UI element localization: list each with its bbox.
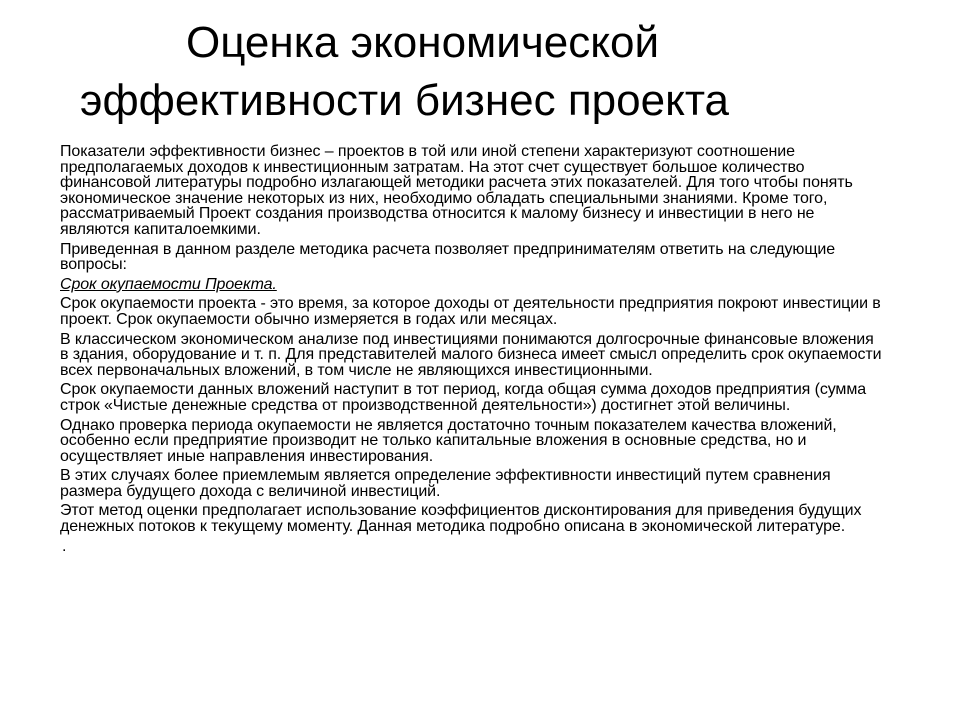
paragraph-check-limitations: Однако проверка периода окупаемости не является достаточно точным показателем качества вложений, особенно если предприятие производит не только капитальные вложения в основные средства, но и осуществляет иные направления инвестирования. — [60, 416, 837, 465]
paragraph-comparison: В этих случаях более приемлемым является определение эффективности инвестиций путем сравнения размера будущего дохода с величиной инвестиций. — [60, 467, 831, 500]
paragraph-trailing-dot: . — [62, 537, 67, 555]
paragraph-method: Приведенная в данном разделе методика расчета позволяет предпринимателям ответить на следующие вопросы: — [60, 240, 836, 274]
paragraph-intro: Показатели эффективности бизнес – проектов в той или иной степени характеризуют соотношение предполагаемых доходов к инвестиционным затратам. На этот счет существует большое количество финансовой литературы подробно излагающей методики расчета этих показателей. Для того чтобы понять экономическое значение некоторых из них, необходимо обладать специальными знаниями. Кроме того, рассматриваемый Проект создания производства относится к малому бизнесу и инвестиции в него не являются капиталоемкими. — [60, 143, 853, 238]
section-heading-payback: Срок окупаемости Проекта. — [60, 275, 277, 293]
slide-title-line-1: Оценка экономической — [186, 18, 660, 67]
slide-body — [60, 144, 882, 558]
paragraph-classic-analysis: В классическом экономическом анализе под инвестициями понимаются долгосрочные финансовые вложения в здания, оборудование и т. п. Для представителей малого бизнеса имеет смысл определить срок окупаемости всех первоначальных вложений, в том числе не являющихся инвестиционными. — [60, 330, 882, 379]
paragraph-payback-period: Срок окупаемости данных вложений наступит в тот период, когда общая сумма доходов предприятия (сумма строк «Чистые денежные средства от производственной деятельности») достигнет этой величины. — [60, 381, 867, 414]
paragraph-payback-definition: Срок окупаемости проекта - это время, за которое доходы от деятельности предприятия покроют инвестиции в проект. Срок окупаемости обычно измеряется в годах или месяцах. — [60, 295, 881, 328]
slide-title — [0, 14, 960, 130]
paragraph-discounting: Этот метод оценки предполагает использование коэффициентов дисконтирования для приведения будущих денежных потоков к текущему моменту. Данная методика подробно описана в экономической литературе. — [60, 502, 862, 536]
slide-title-line-2: эффективности бизнес проекта — [80, 76, 729, 125]
